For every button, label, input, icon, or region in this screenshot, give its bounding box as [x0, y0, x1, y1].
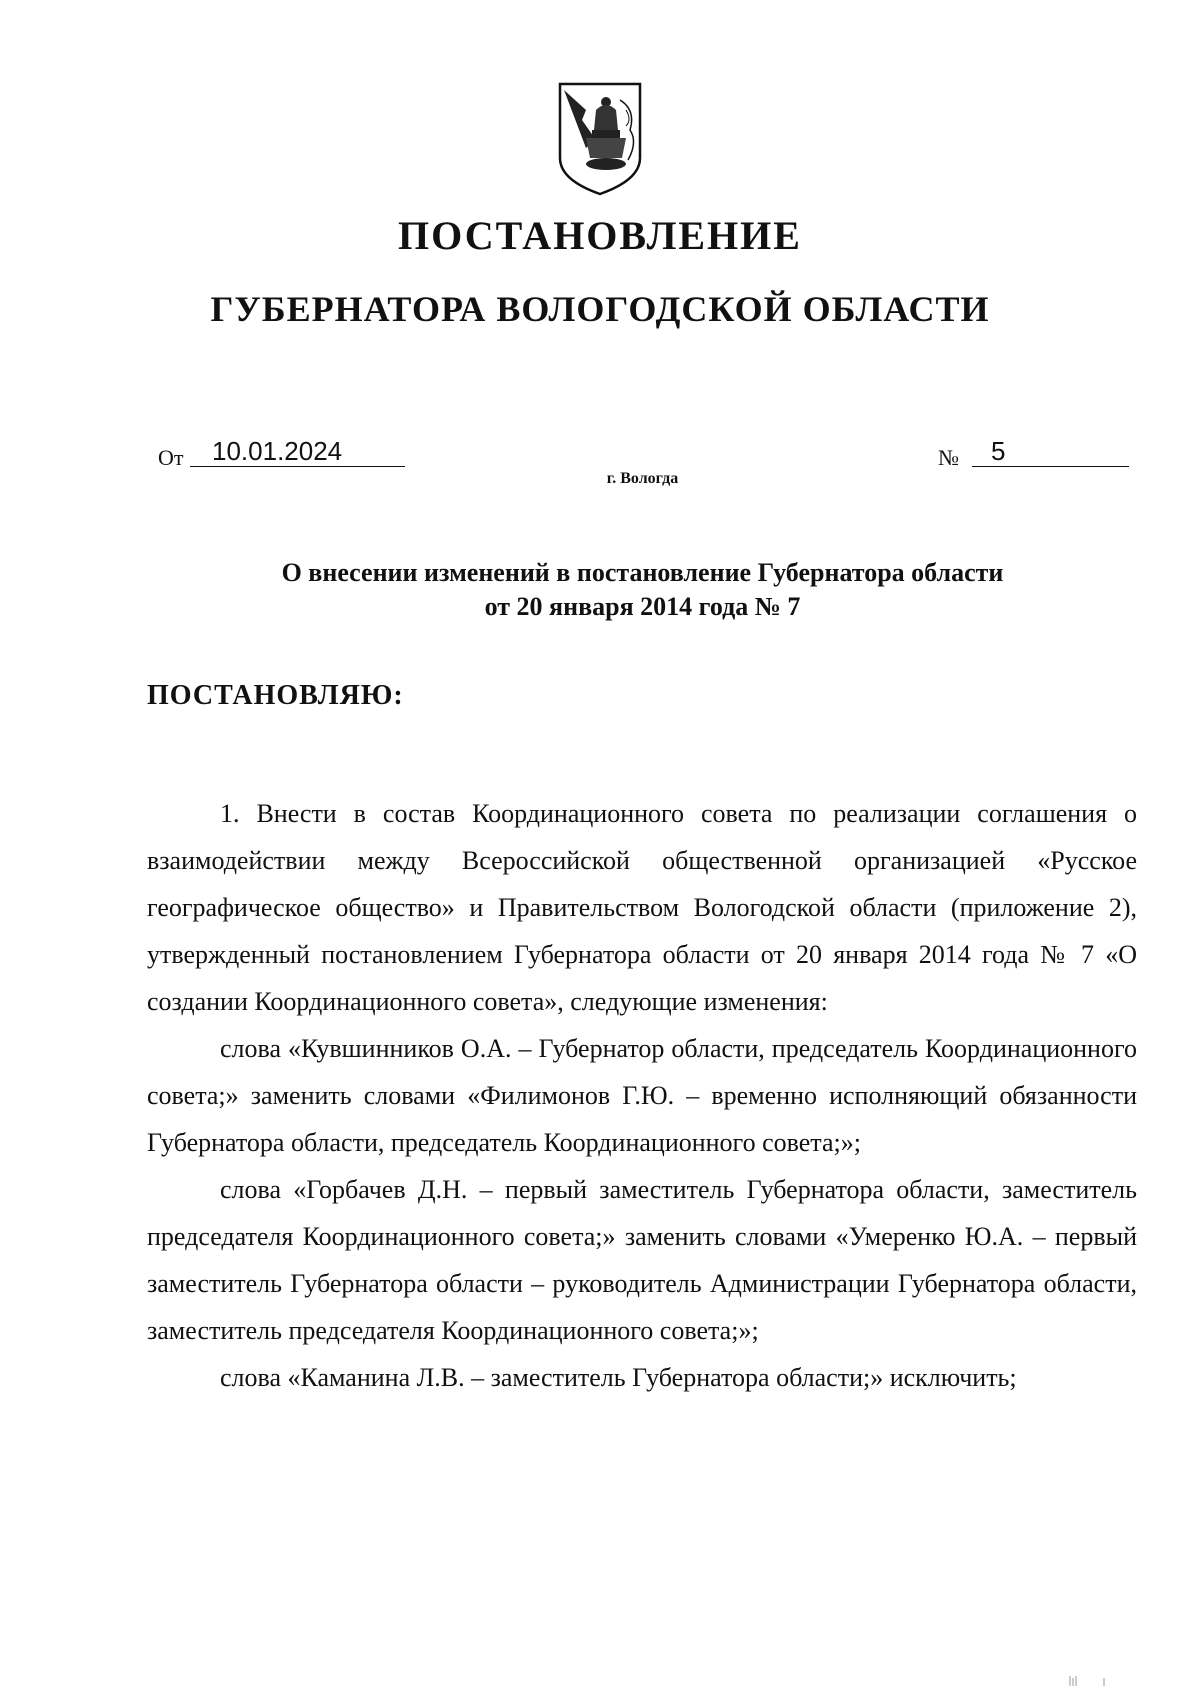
vologda-coat-of-arms-icon: [556, 80, 644, 198]
document-body: [147, 790, 1137, 1401]
scan-mark-icon: [1068, 1672, 1108, 1688]
number-label: №: [938, 445, 959, 470]
document-date: 10.01.2024: [212, 436, 343, 466]
document-title: ПОСТАНОВЛЕНИЕ: [398, 213, 802, 258]
subject-line-1: О внесении изменений в постановление Губернатора области: [281, 558, 1004, 587]
decree-heading: ПОСТАНОВЛЯЮ:: [147, 680, 404, 711]
document-issuer: ГУБЕРНАТОРА ВОЛОГОДСКОЙ ОБЛАСТИ: [210, 289, 990, 329]
paragraph-4: слова «Каманина Л.В. – заместитель Губернатора области;» исключить;: [220, 1363, 1017, 1392]
document-number: 5: [991, 436, 1006, 466]
paragraph-3: слова «Горбачев Д.Н. – первый заместитель Губернатора области, заместитель председателя Координационного совета;» заменить словами «Умеренко Ю.А. – первый заместитель Губернатора области – руководитель Администрации Губернатора области, заместитель председателя Координационного совета;»;: [147, 1175, 1137, 1345]
document-subject: [0, 556, 1200, 624]
date-label: От: [158, 445, 184, 470]
paragraph-2: слова «Кувшинников О.А. – Губернатор области, председатель Координационного совета;» заменить словами «Филимонов Г.Ю. – временно исполняющий обязанности Губернатора области, председатель Координационного совета;»;: [147, 1034, 1137, 1157]
subject-line-2: от 20 января 2014 года № 7: [484, 592, 801, 621]
paragraph-1: 1. Внести в состав Координационного совета по реализации соглашения о взаимодействии между Всероссийской общественной организацией «Русское географическое общество» и Правительством Вологодской области (приложение 2), утвержденный постановлением Губернатора области от 20 января 2014 года № 7 «О создании Координационного совета», следующие изменения:: [147, 799, 1137, 1016]
city-name: г. Вологда: [606, 470, 679, 487]
